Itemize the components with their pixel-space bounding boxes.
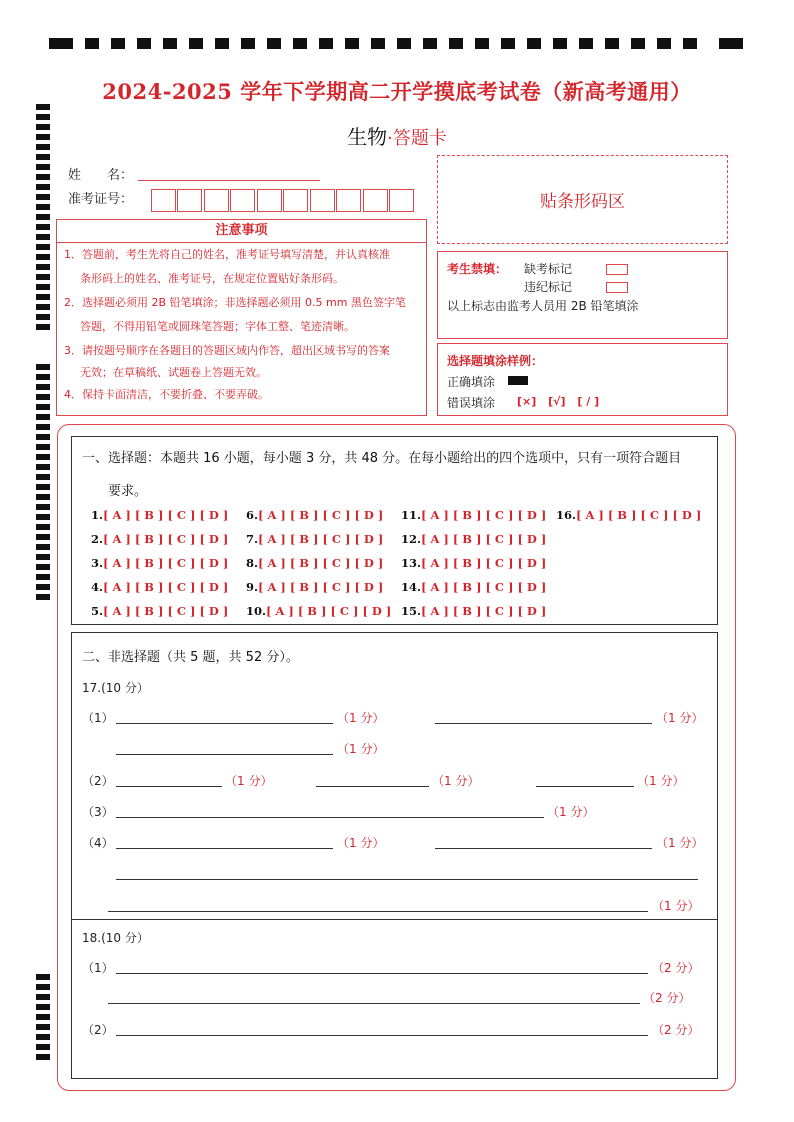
timing-mark [215, 38, 229, 49]
q18-part-label: （2） [82, 1023, 114, 1037]
score-label: （1 分） [337, 836, 385, 850]
answer-options[interactable]: [ A ] [ B ] [ C ] [ D ] [103, 604, 229, 618]
mc-question-9[interactable] [246, 580, 383, 594]
q17-part-label: （3） [82, 805, 114, 819]
answer-options[interactable]: [ A ] [ B ] [ C ] [ D ] [103, 580, 229, 594]
mc-question-13[interactable] [401, 556, 546, 570]
timing-mark [36, 584, 50, 590]
score-label: （2 分） [652, 1023, 700, 1037]
timing-mark [475, 38, 489, 49]
absent-label: 缺考标记 [524, 262, 573, 276]
id-digit-box[interactable] [336, 189, 361, 212]
question-number: 13. [401, 556, 422, 570]
timing-mark [36, 534, 50, 540]
question-number: 11. [401, 508, 422, 522]
id-digit-box[interactable] [389, 189, 414, 212]
answer-line[interactable] [536, 786, 634, 787]
timing-mark [36, 304, 50, 310]
name-label: 姓 名： [68, 168, 134, 183]
timing-mark [36, 554, 50, 560]
id-label: 准考证号： [68, 192, 134, 207]
timing-mark [319, 38, 333, 49]
timing-mark [36, 224, 50, 230]
timing-mark [36, 154, 50, 160]
timing-mark [449, 38, 463, 49]
answer-options[interactable]: [ A ] [ B ] [ C ] [ D ] [103, 556, 229, 570]
question-number: 6. [246, 508, 259, 522]
timing-mark [36, 594, 50, 600]
question-number: 8. [246, 556, 259, 570]
timing-mark [36, 424, 50, 430]
page-subtitle [0, 121, 794, 150]
answer-line[interactable] [116, 817, 544, 818]
id-digit-box[interactable] [257, 189, 282, 212]
wrong-mark: [×] [517, 395, 537, 408]
mc-question-11[interactable] [401, 508, 546, 522]
q17-part-label: （1） [82, 711, 114, 725]
timing-mark [345, 38, 359, 49]
answer-options[interactable]: [ A ] [ B ] [ C ] [ D ] [258, 556, 384, 570]
notice-item: 答题，不得用铅笔或圆珠笔答题；字体工整、笔迹清晰。 [80, 320, 355, 333]
timing-mark [36, 244, 50, 250]
timing-mark [36, 434, 50, 440]
wrong-mark: [√] [548, 395, 566, 408]
section1-instruction: 一、选择题：本题共 16 小题，每小题 3 分，共 48 分。在每小题给出的四个选项中，只有一项符合题目 [82, 451, 682, 466]
mc-question-5[interactable] [91, 604, 228, 618]
mc-question-10[interactable] [246, 604, 391, 618]
barcode-label: 贴条形码区 [540, 192, 625, 212]
q17-part-label: （4） [82, 836, 114, 850]
score-label: （1 分） [652, 899, 700, 913]
timing-mark [293, 38, 307, 49]
timing-mark [36, 504, 50, 510]
timing-mark [36, 544, 50, 550]
violation-checkbox[interactable] [606, 282, 628, 293]
timing-mark [553, 38, 567, 49]
mc-question-14[interactable] [401, 580, 546, 594]
timing-mark [111, 38, 125, 49]
timing-mark [527, 38, 541, 49]
id-digit-box[interactable] [363, 189, 388, 212]
notice-item: 3．请按题号顺序在各题目的答题区域内作答，超出区域书写的答案 [64, 344, 390, 357]
timing-mark [36, 514, 50, 520]
subject-name: 生物 [347, 125, 388, 149]
answer-options[interactable]: [ A ] [ B ] [ C ] [ D ] [103, 508, 229, 522]
page-title: 2024-2025 学年下学期高二开学摸底考试卷（新高考通用） [102, 79, 692, 104]
answer-line[interactable] [435, 723, 652, 724]
timing-mark [36, 994, 50, 1000]
question-number: 14. [401, 580, 422, 594]
answer-line[interactable] [108, 1003, 640, 1004]
timing-mark [36, 1044, 50, 1050]
timing-mark [501, 38, 515, 49]
mc-question-6[interactable] [246, 508, 383, 522]
id-digit-box[interactable] [310, 189, 335, 212]
forbid-title: 考生禁填： [447, 262, 508, 276]
timing-mark [36, 314, 50, 320]
section1-instruction-cont: 要求。 [108, 484, 148, 499]
correct-label: 正确填涂 [447, 375, 496, 389]
timing-mark [36, 324, 50, 330]
notice-title: 注意事项 [57, 220, 426, 243]
timing-mark [719, 38, 743, 49]
answer-options[interactable]: [ A ] [ B ] [ C ] [ D ] [421, 604, 547, 618]
score-label: （1 分） [656, 711, 704, 725]
timing-mark [36, 264, 50, 270]
timing-mark [36, 254, 50, 260]
timing-mark [36, 204, 50, 210]
wrong-mark: [ / ] [577, 395, 600, 408]
answer-line[interactable] [116, 879, 698, 880]
answer-line[interactable] [116, 723, 333, 724]
timing-mark [36, 474, 50, 480]
score-label: （1 分） [547, 805, 595, 819]
answer-line[interactable] [435, 848, 652, 849]
answer-options[interactable]: [ A ] [ B ] [ C ] [ D ] [576, 508, 702, 522]
section2-box [71, 632, 718, 1079]
timing-mark [267, 38, 281, 49]
timing-mark [36, 284, 50, 290]
timing-mark [36, 114, 50, 120]
timing-mark [36, 164, 50, 170]
score-label: （1 分） [337, 742, 385, 756]
mc-question-15[interactable] [401, 604, 546, 618]
answer-line[interactable] [116, 973, 648, 974]
q17-part-label: （2） [82, 774, 114, 788]
timing-mark [49, 38, 73, 49]
q17-header: 17.(10 分） [82, 681, 149, 695]
wrong-marks [517, 395, 599, 408]
score-label: （1 分） [225, 774, 273, 788]
question-number: 9. [246, 580, 259, 594]
timing-mark [36, 404, 50, 410]
timing-mark [241, 38, 255, 49]
question-number: 15. [401, 604, 422, 618]
correct-fill-sample [508, 376, 528, 385]
score-label: （1 分） [637, 774, 685, 788]
question-number: 4. [91, 580, 104, 594]
timing-mark [423, 38, 437, 49]
timing-mark [36, 184, 50, 190]
notice-item: 4．保持卡面清洁，不要折叠、不要弄破。 [64, 388, 269, 401]
timing-mark [36, 564, 50, 570]
timing-mark [36, 274, 50, 280]
timing-mark [36, 234, 50, 240]
question-number: 16. [556, 508, 577, 522]
answer-line[interactable] [116, 1035, 648, 1036]
question-number: 5. [91, 604, 104, 618]
id-digit-box[interactable] [204, 189, 229, 212]
answer-options[interactable]: [ A ] [ B ] [ C ] [ D ] [258, 508, 384, 522]
timing-mark [36, 974, 50, 980]
violation-label: 违纪标记 [524, 280, 573, 294]
mc-question-16[interactable] [556, 508, 701, 522]
timing-mark [36, 1004, 50, 1010]
mc-question-4[interactable] [91, 580, 228, 594]
answer-options[interactable]: [ A ] [ B ] [ C ] [ D ] [103, 532, 229, 546]
timing-mark [36, 454, 50, 460]
timing-mark [36, 484, 50, 490]
answer-line[interactable] [108, 911, 648, 912]
mc-question-1[interactable] [91, 508, 228, 522]
timing-mark [683, 38, 697, 49]
timing-mark [36, 1054, 50, 1060]
score-label: （2 分） [643, 991, 691, 1005]
score-label: （1 分） [337, 711, 385, 725]
question-number: 2. [91, 532, 104, 546]
timing-mark [36, 524, 50, 530]
timing-mark [397, 38, 411, 49]
timing-mark [137, 38, 151, 49]
answer-line[interactable] [116, 754, 333, 755]
question-number: 7. [246, 532, 259, 546]
q18-part-label: （1） [82, 961, 114, 975]
timing-mark [36, 444, 50, 450]
score-label: （2 分） [652, 961, 700, 975]
mc-question-3[interactable] [91, 556, 228, 570]
timing-mark [36, 1034, 50, 1040]
question-number: 1. [91, 508, 104, 522]
timing-mark [36, 394, 50, 400]
timing-mark [605, 38, 619, 49]
question-number: 3. [91, 556, 104, 570]
q18-header: 18.(10 分） [82, 931, 149, 945]
barcode-area[interactable] [437, 155, 728, 244]
timing-mark [631, 38, 645, 49]
question-divider [71, 919, 718, 920]
section2-title: 二、非选择题（共 5 题，共 52 分）。 [82, 650, 299, 665]
notice-item: 2．选择题必须用 2B 铅笔填涂；非选择题必须用 0.5 mm 黑色签字笔 [64, 296, 406, 309]
notice-item: 无效；在草稿纸、试题卷上答题无效。 [80, 366, 267, 379]
timing-mark [189, 38, 203, 49]
id-digit-box[interactable] [151, 189, 176, 212]
subtitle-suffix: ·答题卡 [387, 128, 447, 149]
id-digit-box[interactable] [230, 189, 255, 212]
timing-mark [36, 384, 50, 390]
answer-options[interactable]: [ A ] [ B ] [ C ] [ D ] [258, 532, 384, 546]
timing-mark [36, 1024, 50, 1030]
timing-mark [36, 174, 50, 180]
mc-question-2[interactable] [91, 532, 228, 546]
timing-mark [36, 464, 50, 470]
timing-mark [163, 38, 177, 49]
name-field[interactable] [138, 180, 320, 181]
absent-checkbox[interactable] [606, 264, 628, 275]
score-label: （1 分） [656, 836, 704, 850]
timing-mark [657, 38, 671, 49]
timing-mark [36, 194, 50, 200]
fill-sample-title: 选择题填涂样例： [447, 354, 544, 368]
score-label: （1 分） [432, 774, 480, 788]
timing-mark [36, 984, 50, 990]
mc-question-8[interactable] [246, 556, 383, 570]
mc-question-7[interactable] [246, 532, 383, 546]
answer-line[interactable] [116, 786, 222, 787]
mc-question-12[interactable] [401, 532, 546, 546]
timing-mark [36, 214, 50, 220]
question-number: 10. [246, 604, 267, 618]
answer-line[interactable] [116, 848, 333, 849]
answer-options[interactable]: [ A ] [ B ] [ C ] [ D ] [421, 532, 547, 546]
timing-mark [36, 494, 50, 500]
notice-item: 条形码上的姓名、准考证号，在规定位置贴好条形码。 [80, 272, 344, 285]
answer-options[interactable]: [ A ] [ B ] [ C ] [ D ] [421, 508, 547, 522]
timing-mark [36, 294, 50, 300]
timing-mark [36, 574, 50, 580]
notice-item: 1．答题前，考生先将自己的姓名，准考证号填写清楚，并认真核准 [64, 248, 390, 261]
timing-mark [36, 374, 50, 380]
timing-mark [579, 38, 593, 49]
timing-mark [36, 364, 50, 370]
answer-line[interactable] [316, 786, 429, 787]
question-number: 12. [401, 532, 422, 546]
timing-mark [371, 38, 385, 49]
answer-options[interactable]: [ A ] [ B ] [ C ] [ D ] [258, 580, 384, 594]
answer-options[interactable]: [ A ] [ B ] [ C ] [ D ] [266, 604, 392, 618]
timing-mark [36, 1014, 50, 1020]
answer-options[interactable]: [ A ] [ B ] [ C ] [ D ] [421, 580, 547, 594]
id-digit-box[interactable] [283, 189, 308, 212]
timing-mark [85, 38, 99, 49]
wrong-label: 错误填涂 [447, 396, 496, 410]
timing-mark [36, 414, 50, 420]
forbid-note: 以上标志由监考人员用 2B 铅笔填涂 [447, 299, 639, 313]
id-digit-box[interactable] [177, 189, 202, 212]
answer-options[interactable]: [ A ] [ B ] [ C ] [ D ] [421, 556, 547, 570]
